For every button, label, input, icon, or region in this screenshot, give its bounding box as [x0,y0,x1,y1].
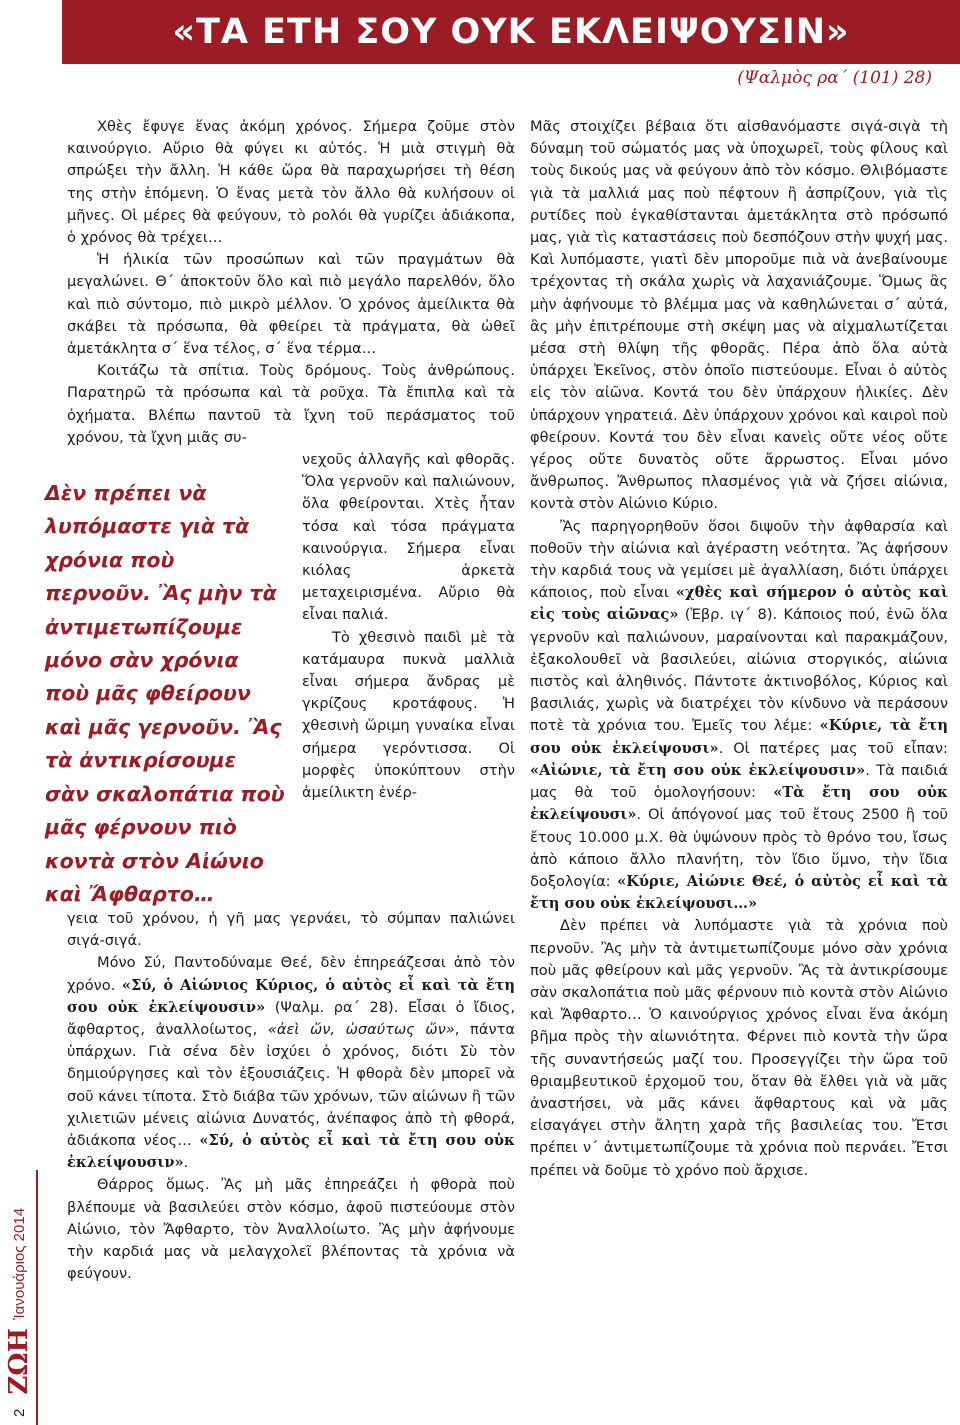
paragraph: Δὲν πρέπει νὰ λυπόμαστε γιὰ τὰ χρόνια ποὺ περνοῦν. Ἂς μὴν τὰ ἀντιμετωπίζουμε μόνο σὰν χρόνια ποὺ μᾶς φθείρουν καὶ μᾶς γερνοῦν. Ἂς τὰ ἀντικρίσουμε σὰν σκαλοπάτια ποὺ μᾶς φέρνουν πιὸ κοντὰ στὸν Αἰώνιο καὶ Ἄφθαρτο… Ὁ καινούργιος χρόνος εἶναι ἕνα ἀκόμη βῆμα πρὸς τὴν αἰωνιότητα. Φέρνει πιὸ κοντὰ τὴν ὥρα τῆς συναντήσεώς μαζί του. Προσεγγίζει τὴν ὥρα τοῦ θριαμβευτικοῦ ἐρχομοῦ του, ὅταν θὰ ἔλθει γιὰ νὰ μᾶς ἀναστήσει, νὰ μᾶς κάνει ἄφθαρτους καὶ νὰ μᾶς εἰσαγάγει στὴν ἄλητη χαρὰ τῆς βασιλείας του. Ἔτσι πρέπει ν΄ ἀντιμετωπίζουμε τὰ χρόνια ποὺ περνάει. Ἔτσι πρέπει νὰ δοῦμε τὸ χρόνο ποὺ ἄρχισε. [530,917,948,1179]
paragraph: νεχοῦς ἀλλαγῆς καὶ φθορᾶς. Ὅλα γερνοῦν καὶ παλιώνουν, ὅλα φθείρονται. Χτὲς ἦταν τόσα καὶ τόσα πράγματα καινούργια. Σήμερα εἶναι κιόλας ἀρκετὰ μεταχειρισμένα. Αὔριο θὰ εἶναι παλιά. [302,451,515,624]
magazine-logo: ΖΩΗ [4,1327,34,1395]
paragraph: Ἂς παρηγορηθοῦν ὅσοι διψοῦν τὴν ἀφθαρσία καὶ ποθοῦν τὴν αἰώνια καὶ ἀγέραστη νεότητα. Ἂς ἀφήσουν τὴν καρδιά τους νὰ γεμίσει μὲ ἀγαλλίαση, διότι ὑπάρχει κάποιος, ποὺ εἶναι «χθὲς καὶ σήμερον ὁ αὐτὸς καὶ εἰς τοὺς αἰῶνας» (Ἑβρ. ιγ΄ 8). Κάποιος πού, ἐνῶ ὅλα γερνοῦν καὶ παλιώνουν, μαραίνονται καὶ παρακμάζουν, ἐξακολουθεῖ νὰ βασιλεύει, αἰώνια στοργικός, αἰώνια πιστὸς καὶ ἀληθινός. Πάντοτε ἀκτινοβόλος, Κύριος καὶ βασιλιάς, χωρὶς νὰ διατρέχει τὸν κίνδυνο νὰ περάσουν ποτὲ τὰ χρόνια του. Ἐμεῖς του λέμε: «Κύριε, τὰ ἔτη σου οὐκ ἐκλείψουσι». Οἱ πατέρες μας τοῦ εἶπαν: «Αἰώνιε, τὰ ἔτη σου οὐκ ἐκλείψουσιν». Τὰ παιδιά μας θὰ τοῦ ὁμολογήσουν: «Τὰ ἔτη σου οὐκ ἐκλείψουσι». Οἱ ἀπόγονοί μας τοῦ ἔτους 2500 ἢ τοῦ ἔτους 10.000 μ.Χ. θὰ ὑψώνουν πρὸς τὸ θρόνο του, ἴσως ἀπὸ κάποιο ἄλλο πλανήτη, τὸν ἴδιο ὕμνο, τὴν ἴδια δοξολογία: «Κύριε, Αἰώνιε Θεέ, ὁ αὐτὸς εἶ καὶ τὰ ἔτη σου οὐκ ἐκλείψουσι…» [530,517,949,913]
scripture-quote: «Κύριε, Αἰώνιε Θεέ, ὁ αὐτὸς εἶ καὶ τὰ ἔτη σου οὐκ ἐκλείψουσι…» [530,872,948,913]
issue-date: Ἰανουάριος 2014 [10,1207,28,1320]
paragraph: Ἡ ἡλικία τῶν προσώπων καὶ τῶν πραγμάτων θὰ μεγαλώνει. Θ΄ ἀποκτοῦν ὅλο καὶ πιὸ μεγάλο παρελθόν, ὅλο καὶ πιὸ σύντομο, πιὸ μικρὸ μέλλον. Ὁ χρόνος ἀμείλικτα θὰ σκάβει τὰ πρόσωπα, θὰ φθείρει τὰ πράγματα, θὰ ὠθεῖ ἀμετάκλητα σ΄ ἕνα τέλος, σ΄ ἕνα τέρμα… [67,251,515,358]
paragraph: Μόνο Σύ, Παντοδύναμε Θεέ, δὲν ἐπηρεάζεσαι ἀπὸ τὸν χρόνο. «Σύ, ὁ Αἰώνιος Κύριος, ὁ αὐτὸς εἶ καὶ τὰ ἔτη σου οὐκ ἐκλείψουσιν» (Ψαλμ. ρα΄ 28). Εἶσαι ὁ ἴδιος, ἄφθαρτος, ἀναλλοίωτος, «ἀεὶ ὤν, ὡσαύτως ὤν», πάντα ὑπάρχων. Γιὰ σένα δὲν ἰσχύει ὁ χρόνος, διότι Σὺ τὸν δημιούργησες καὶ τὸν ἐξουσιάζεις. Ἡ φθορὰ δὲν μπορεῖ νὰ σοῦ κάνει τίποτα. Στὸ διάβα τῶν χρόνων, τῶν αἰώνων ἢ τῶν χιλιετιῶν μένεις αἰώνια Δυνατός, ἀνέπαφος ἀπὸ τὴ φθορά, ἀδιάκοπα νέος… «Σύ, ὁ αὐτὸς εἶ καὶ τὰ ἔτη σου οὐκ ἐκλείψουσιν». [67,954,515,1172]
scripture-quote: «Αἰώνιε, τὰ ἔτη σου οὐκ ἐκλείψουσιν» [530,761,866,779]
scripture-quote: «ἀεὶ ὤν, ὡσαύτως ὤν» [267,1021,455,1039]
paragraph: Μᾶς στοιχίζει βέβαια ὅτι αἰσθανόμαστε σιγά-σιγὰ τὴ δύναμη τοῦ σώματός μας νὰ ὑποχωρεῖ, τοὺς φίλους καὶ τοὺς δικούς μας νὰ φεύγουν ἀπὸ τὸν κόσμο. Θλιβόμαστε γιὰ τὰ μαλλιά μας ποὺ πέφτουν ἢ ἀσπρίζουν, γιὰ τὶς ρυτίδες ποὺ ἐγκαθίστανται ἀμετάκλητα στὸ πρόσωπό μας, γιὰ τὶς καταστάσεις ποὺ δεσπόζουν στὴν ψυχή μας. Καὶ λυπόμαστε, γιατὶ δὲν μποροῦμε πιὰ νὰ ἀνεβαίνουμε τρέχοντας τὴ σκάλα χωρὶς νὰ λαχανιάζουμε. Ὅμως ἂς μὴν ἀφήνουμε τὸ βλέμμα μας νὰ καθηλώνεται σ΄ αὐτά, ἂς μὴν ἐπιτρέπουμε στὴ σκέψη μας νὰ αἰχμαλωτίζεται μέσα στὴ θλίψη τῆς φθορᾶς. Πέρα ἀπὸ ὅλα αὐτὰ ὑπάρχει Ἐκεῖνος, στὸν ὁποῖο πιστεύουμε. Εἶναι ὁ αὐτὸς εἰς τὸν αἰῶνα. Κοντά του δὲν ὑπάρχουν ἡλικίες. Δὲν ὑπάρχουν γηρατειά. Δὲν ὑπάρχουν χρόνοι καὶ καιροὶ ποὺ φθείρουν. Κοντά του δὲν εἶναι κανεὶς οὔτε νέος οὔτε γέρος οὔτε δυνατὸς οὔτε ἄρρωστος. Εἶναι μόνο ἄνθρωπος. Ἄνθρωπος πλασμένος γιὰ νὰ ζήσει αἰώνια, κοντὰ στὸν Αἰώνιο Κύριο. [530,118,948,513]
scripture-quote: «Κύριε, τὰ ἔτη σου οὐκ ἐκλείψουσι» [530,717,948,757]
issue-sidebar [0,1170,36,1425]
paragraph: γεια τοῦ χρόνου, ἡ γῆ μας γερνάει, τὸ σύμπαν παλιώνει σιγά-σιγά. [67,910,515,950]
narrow-text-column [302,449,515,804]
scripture-quote: «χθὲς καὶ σήμερον ὁ αὐτὸς καὶ εἰς τοὺς αἰῶνας» [530,584,949,624]
paragraph: Χθὲς ἔφυγε ἕνας ἀκόμη χρόνος. Σήμερα ζοῦμε στὸν καινούργιο. Αὔριο θὰ φύγει κι αὐτός. Ἡ μιὰ στιγμὴ θὰ σπρώξει τὴν ἄλλη. Ἡ κάθε ὥρα θὰ παραχωρήσει τὴ θέση της στὴν ἑπόμενη. Ὁ ἕνας μετὰ τὸν ἄλλο θὰ κυλήσουν οἱ μῆνες. Οἱ μέρες θὰ φεύγουν, τὸ ρολόι θὰ γυρίζει ἀδιάκοπα, ὁ χρόνος θὰ τρέχει… [67,118,515,247]
article-column-left [45,116,515,1286]
scripture-reference: (Ψαλμὸς ρα΄ (101) 28) [737,68,932,88]
article-column-right [530,116,948,1182]
scripture-quote: «Σύ, ὁ αὐτὸς εἶ καὶ τὰ ἔτη σου οὐκ ἐκλείψουσιν» [67,1132,515,1172]
pull-quote: Δὲν πρέπει νὰ λυπόμαστε γιὰ τὰ χρόνια ποὺ περνοῦν. Ἂς μὴν τὰ ἀντιμετωπίζουμε μόνο σὰν χρόνια ποὺ μᾶς φθείρουν καὶ μᾶς γερνοῦν. Ἂς τὰ ἀντικρίσουμε σὰν σκαλοπάτια ποὺ μᾶς φέρνουν πιὸ κοντὰ στὸν Αἰώνιο καὶ Ἄφθαρτο… [45,481,285,906]
scripture-quote: «Σύ, ὁ Αἰώνιος Κύριος, ὁ αὐτὸς εἶ καὶ τὰ ἔτη σου οὐκ ἐκλείψουσιν» [67,976,515,1016]
page-title: «ΤΑ ΕΤΗ ΣΟΥ ΟΥΚ ΕΚΛΕΙΨΟΥΣΙΝ» [172,12,850,52]
paragraph: Κοιτάζω τὰ σπίτια. Τοὺς δρόμους. Τοὺς ἀνθρώπους. Παρατηρῶ τὰ πρόσωπα καὶ τὰ ροῦχα. Τὰ ἔπιπλα καὶ τὰ ὀχήματα. Βλέπω παντοῦ τὰ ἴχνη τοῦ περάσματος τοῦ χρόνου, τὰ ἴχνη μιᾶς συ- [67,362,515,446]
paragraph: Τὸ χθεσινὸ παιδὶ μὲ τὰ κατάμαυρα πυκνὰ μαλλιὰ εἶναι σήμερα ἄνδρας μὲ γκρίζους κροτάφους. Ἡ χθεσινὴ ὥριμη γυναίκα εἶναι σήμερα γερόντισσα. Οἱ μορφὲς ὑποκύπτουν στὴν ἀμείλικτη ἐνέρ- [302,628,515,802]
paragraph: Θάρρος ὅμως. Ἂς μὴ μᾶς ἐπηρεάζει ἡ φθορὰ ποὺ βλέπουμε νὰ βασιλεύει στὸν κόσμο, ἀφοῦ πιστεύουμε στὸν Αἰώνιο, τὸν Ἄφθαρτο, τὸν Ἀναλλοίωτο. Ἂς μὴν ἀφήνουμε τὴν καρδιά μας νὰ μελαγχολεῖ βλέποντας τὰ χρόνια νὰ φεύγουν. [67,1176,515,1283]
scripture-quote: «Τὰ ἔτη σου οὐκ ἐκλείψουσι» [530,784,948,824]
page-number: 2 [10,1408,28,1417]
pullquote-section [45,449,515,908]
sidebar-rule [36,1170,38,1425]
